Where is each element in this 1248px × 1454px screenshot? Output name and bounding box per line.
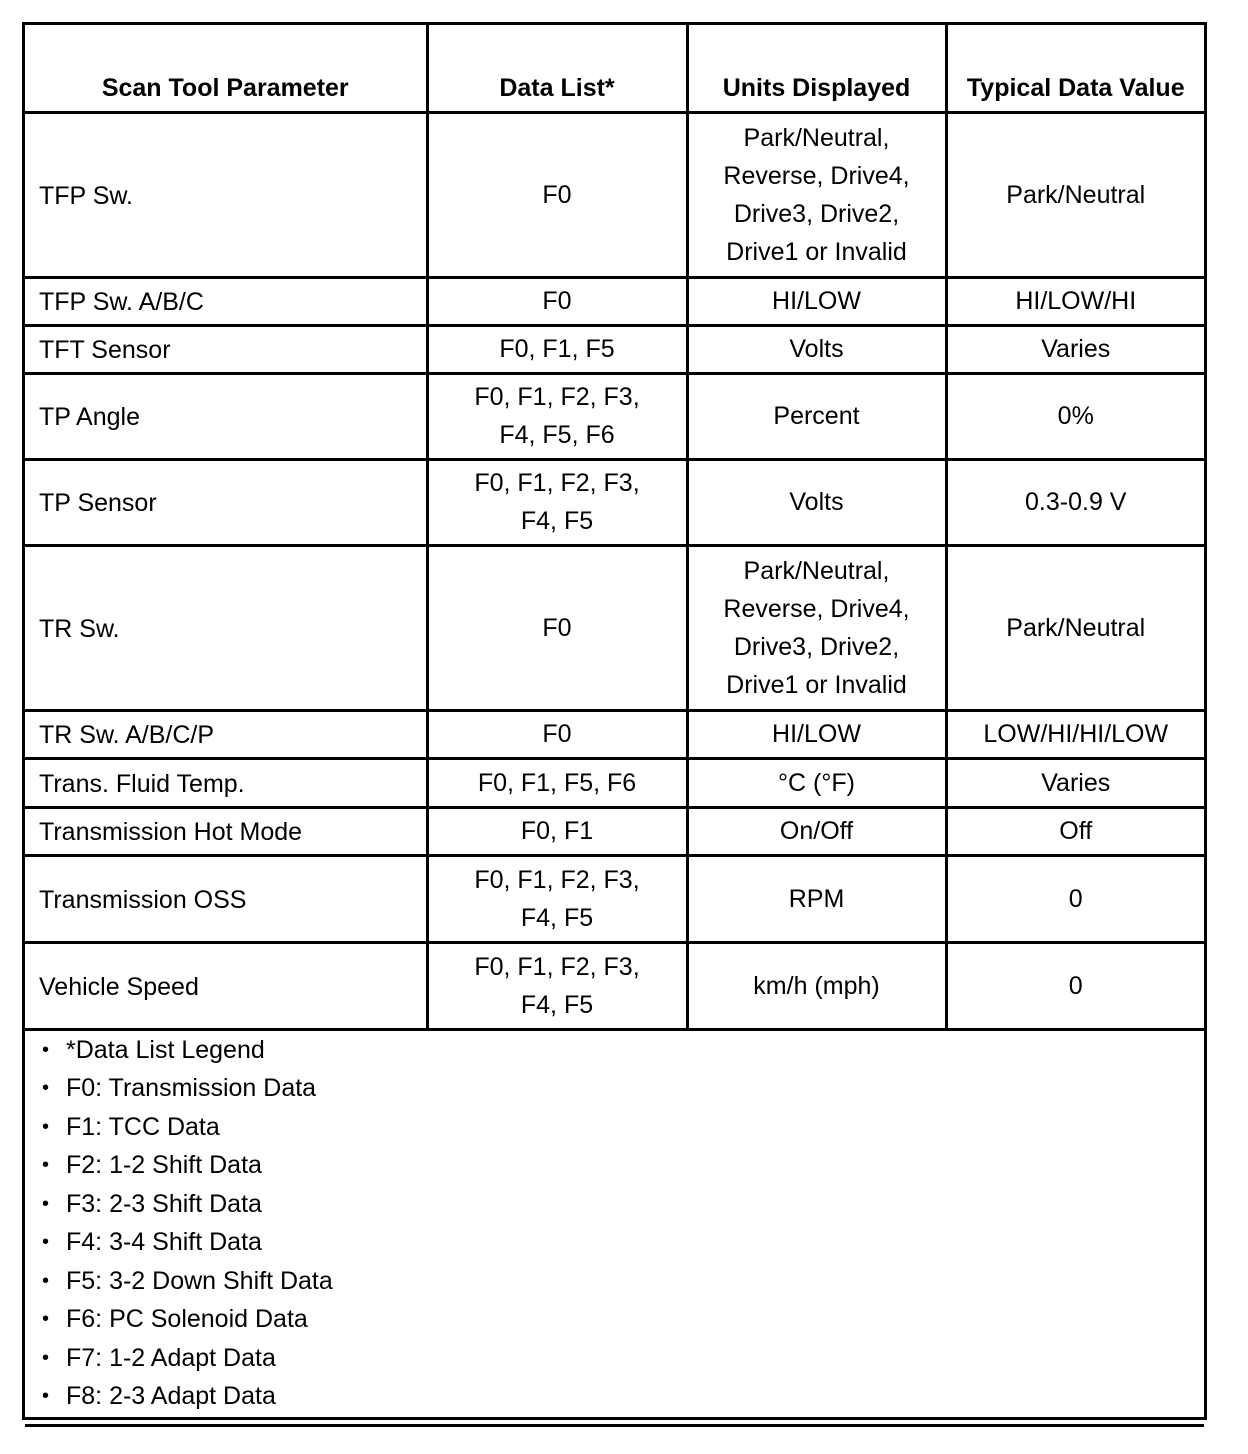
cell-parameter: TFP Sw.	[25, 112, 427, 277]
cell-typical-value: Varies	[946, 758, 1204, 807]
header-typical-line1: Typical Data	[966, 73, 1113, 102]
data-list-line: F0, F1, F2, F3,	[474, 469, 640, 497]
table-row	[25, 758, 1204, 807]
units-line: HI/LOW	[772, 720, 861, 748]
header-units-displayed: Units Displayed	[687, 25, 946, 112]
cell-parameter: TP Sensor	[25, 459, 427, 545]
table-row	[25, 373, 1204, 459]
cell-data-list	[427, 758, 687, 807]
cell-units-displayed	[687, 459, 946, 545]
units-line: Volts	[789, 488, 844, 516]
cell-units-displayed	[687, 942, 946, 1029]
cell-data-list	[427, 545, 687, 710]
data-list-line: F4, F5	[520, 990, 594, 1019]
cell-units-displayed	[687, 277, 946, 325]
header-typical-data-value	[946, 25, 1204, 112]
cell-typical-value: Off	[946, 807, 1204, 855]
data-list-line: F4, F5	[520, 507, 594, 535]
cell-typical-value: LOW/HI/HI/LOW	[946, 710, 1204, 758]
cell-data-list	[427, 373, 687, 459]
cell-typical-value: Park/Neutral	[946, 112, 1204, 277]
cell-units-displayed	[687, 807, 946, 855]
table-row	[25, 277, 1204, 325]
cell-parameter: TP Angle	[25, 373, 427, 459]
units-line: km/h (mph)	[753, 971, 880, 1000]
units-line: Drive3, Drive2,	[733, 632, 900, 661]
cell-data-list	[427, 112, 687, 277]
cell-typical-value: Park/Neutral	[946, 545, 1204, 710]
cell-typical-value: Varies	[946, 325, 1204, 373]
units-line: Percent	[773, 402, 860, 430]
cell-data-list	[427, 710, 687, 758]
table-row	[25, 325, 1204, 373]
data-list-line: F0	[542, 613, 572, 642]
header-data-list: Data List*	[427, 25, 687, 112]
table-header-row	[25, 25, 1204, 112]
cell-parameter: TFT Sensor	[25, 325, 427, 373]
legend-item: • *Data List Legend	[37, 1031, 1204, 1070]
cell-typical-value: 0.3-0.9 V	[946, 459, 1204, 545]
legend-item: • F1: TCC Data	[37, 1108, 1204, 1147]
table-body	[25, 112, 1204, 1029]
cell-parameter: Transmission OSS	[25, 855, 427, 942]
legend-cell	[25, 1029, 1204, 1425]
table-row	[25, 710, 1204, 758]
units-line: Drive1 or Invalid	[726, 670, 907, 699]
header-scan-tool-parameter: Scan Tool Parameter	[25, 25, 427, 112]
units-line: HI/LOW	[772, 287, 861, 315]
cell-data-list	[427, 277, 687, 325]
cell-units-displayed	[687, 545, 946, 710]
scan-tool-data-table	[25, 25, 1204, 1427]
units-line: Reverse, Drive4,	[723, 161, 910, 190]
data-list-line: F0	[542, 287, 572, 315]
legend-item: • F2: 1-2 Shift Data	[37, 1146, 1204, 1185]
units-line: Drive3, Drive2,	[733, 199, 900, 228]
cell-units-displayed	[687, 325, 946, 373]
units-line: Drive1 or Invalid	[726, 237, 907, 266]
units-line: °C (°F)	[778, 768, 855, 797]
units-line: On/Off	[779, 817, 854, 845]
cell-parameter: TR Sw. A/B/C/P	[25, 710, 427, 758]
data-list-line: F0, F1, F5	[499, 335, 615, 363]
table-row	[25, 807, 1204, 855]
cell-parameter: Transmission Hot Mode	[25, 807, 427, 855]
data-list-table-frame	[22, 22, 1207, 1420]
data-list-line: F4, F5, F6	[499, 421, 615, 449]
legend-row	[25, 1029, 1204, 1425]
cell-typical-value: HI/LOW/HI	[946, 277, 1204, 325]
cell-typical-value: 0	[946, 855, 1204, 942]
cell-data-list	[427, 807, 687, 855]
data-list-line: F0, F1, F2, F3,	[474, 383, 640, 411]
data-list-line: F0, F1, F2, F3,	[474, 865, 640, 894]
legend-item: • F7: 1-2 Adapt Data	[37, 1339, 1204, 1378]
data-list-line: F0, F1, F2, F3,	[474, 952, 640, 981]
cell-data-list	[427, 855, 687, 942]
legend-item: • F3: 2-3 Shift Data	[37, 1185, 1204, 1224]
cell-parameter: TR Sw.	[25, 545, 427, 710]
cell-units-displayed	[687, 855, 946, 942]
units-line: Reverse, Drive4,	[723, 594, 910, 623]
cell-parameter: TFP Sw. A/B/C	[25, 277, 427, 325]
legend-item: • F8: 2-3 Adapt Data	[37, 1377, 1204, 1416]
legend-item: • F5: 3-2 Down Shift Data	[37, 1262, 1204, 1301]
cell-parameter: Vehicle Speed	[25, 942, 427, 1029]
table-row	[25, 112, 1204, 277]
data-list-line: F0, F1, F5, F6	[477, 768, 637, 797]
table-row	[25, 459, 1204, 545]
cell-typical-value: 0%	[946, 373, 1204, 459]
cell-data-list	[427, 325, 687, 373]
cell-units-displayed	[687, 758, 946, 807]
data-list-line: F4, F5	[520, 903, 594, 932]
header-typical-line2: Value	[1119, 73, 1185, 102]
cell-units-displayed	[687, 373, 946, 459]
data-list-line: F0	[542, 180, 572, 209]
cell-parameter: Trans. Fluid Temp.	[25, 758, 427, 807]
data-list-line: F0, F1	[520, 817, 594, 845]
cell-data-list	[427, 459, 687, 545]
data-list-line: F0	[542, 720, 572, 748]
table-row	[25, 855, 1204, 942]
legend-item: • F0: Transmission Data	[37, 1069, 1204, 1108]
units-line: Volts	[789, 335, 844, 363]
cell-units-displayed	[687, 112, 946, 277]
units-line: RPM	[788, 884, 845, 913]
cell-units-displayed	[687, 710, 946, 758]
units-line: Park/Neutral,	[743, 556, 890, 585]
table-row	[25, 942, 1204, 1029]
data-list-legend	[25, 1031, 1204, 1416]
units-line: Park/Neutral,	[743, 123, 890, 152]
cell-data-list	[427, 942, 687, 1029]
cell-typical-value: 0	[946, 942, 1204, 1029]
legend-item: • F6: PC Solenoid Data	[37, 1300, 1204, 1339]
legend-item: • F4: 3-4 Shift Data	[37, 1223, 1204, 1262]
table-row	[25, 545, 1204, 710]
